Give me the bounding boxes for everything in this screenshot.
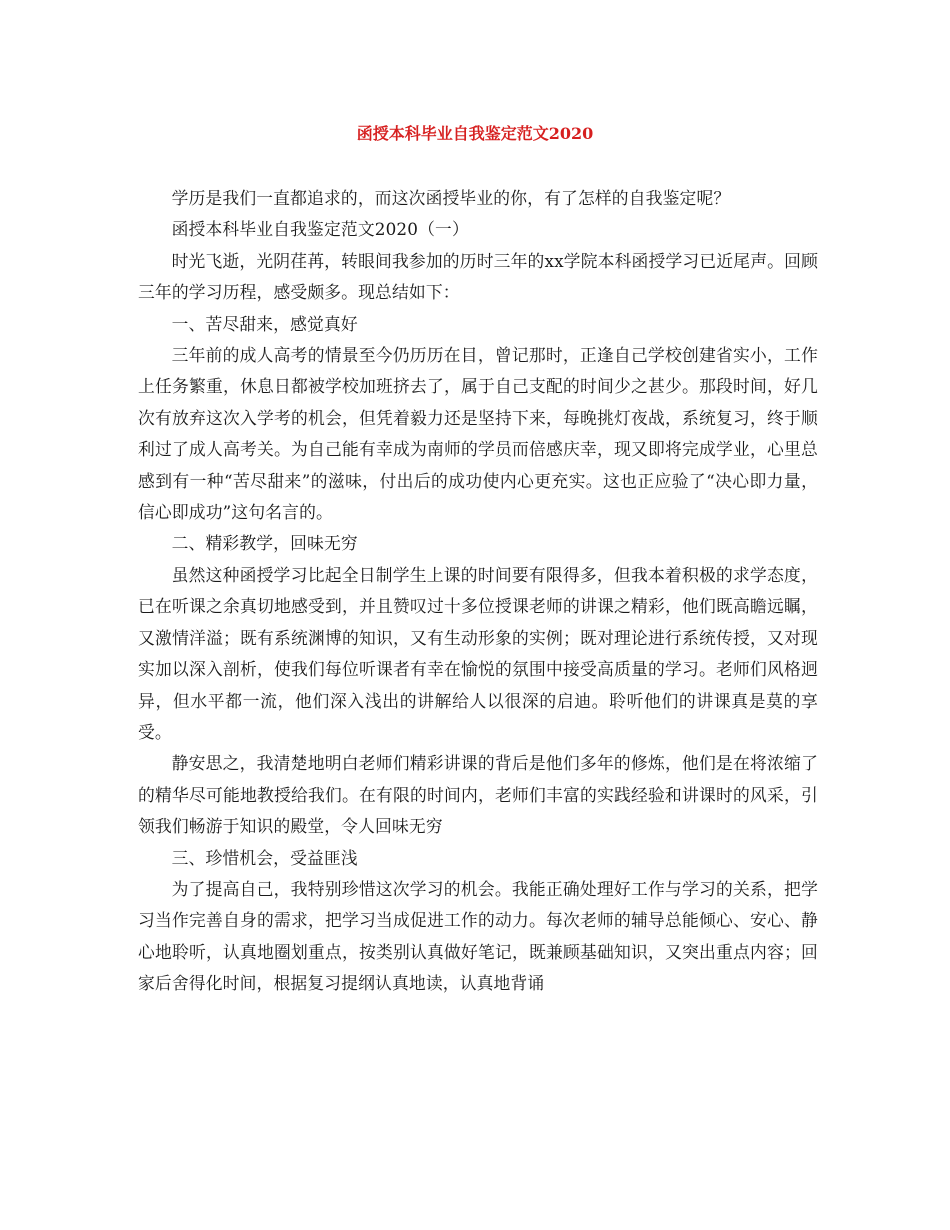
paragraph-section-2a: 虽然这种函授学习比起全日制学生上课的时间要有限得多，但我本着积极的求学态度，已在听课之余真切地感受到，并且赞叹过十多位授课老师的讲课之精彩，他们既高瞻远瞩，又激情洋溢；既有系统渊博的知识，又有生动形象的实例；既对理论进行系统传授，又对现实加以深入剖析，使我们每位听课者有幸在愉悦的氛围中接受高质量的学习。老师们风格迥异，但水平都一流，他们深入浅出的讲解给人以很深的启迪。聆听他们的讲课真是莫的享受。 (138, 564, 818, 742)
paragraph-opening: 时光飞逝，光阴荏苒，转眼间我参加的历时三年的xx学院本科函授学习已近尾声。回顾三年的学习历程，感受颇多。现总结如下： (138, 250, 818, 303)
document-title: 函授本科毕业自我鉴定范文2020 (356, 124, 594, 143)
paragraph-section-2b: 静安思之，我清楚地明白老师们精彩讲课的背后是他们多年的修炼，他们是在将浓缩了的精华尽可能地教授给我们。在有限的时间内，老师们丰富的实践经验和讲课时的风采，引领我们畅游于知识的殿堂，令人回味无穷 (138, 753, 818, 837)
document-body (138, 183, 818, 1000)
paragraph-subtitle: 函授本科毕业自我鉴定范文2020（一） (171, 219, 469, 240)
section-heading-2: 二、精彩教学，回味无穷 (171, 533, 358, 554)
section-heading-3: 三、珍惜机会，受益匪浅 (171, 847, 358, 868)
section-heading-1: 一、苦尽甜来，感觉真好 (171, 313, 358, 334)
paragraph-section-1: 三年前的成人高考的情景至今仍历历在目，曾记那时，正逢自己学校创建省实小，工作上任务繁重，休息日都被学校加班挤去了，属于自己支配的时间少之甚少。那段时间，好几次有放弃这次入学考的机会，但凭着毅力还是坚持下来，每晚挑灯夜战，系统复习，终于顺利过了成人高考关。为自己能有幸成为南师的学员而倍感庆幸，现又即将完成学业，心里总感到有一种“苦尽甜来”的滋味，付出后的成功使内心更充实。这也正应验了“决心即力量，信心即成功”这句名言的。 (138, 345, 818, 523)
paragraph-intro: 学历是我们一直都追求的，而这次函授毕业的你，有了怎样的自我鉴定呢？ (171, 188, 731, 208)
paragraph-section-3: 为了提高自己，我特别珍惜这次学习的机会。我能正确处理好工作与学习的关系，把学习当作完善自身的需求，把学习当成促进工作的动力。每次老师的辅导总能倾心、安心、静心地聆听，认真地圈划重点，按类别认真做好笔记，既兼顾基础知识，又突出重点内容；回家后舍得化时间，根据复习提纲认真地读，认真地背诵 (138, 878, 818, 994)
